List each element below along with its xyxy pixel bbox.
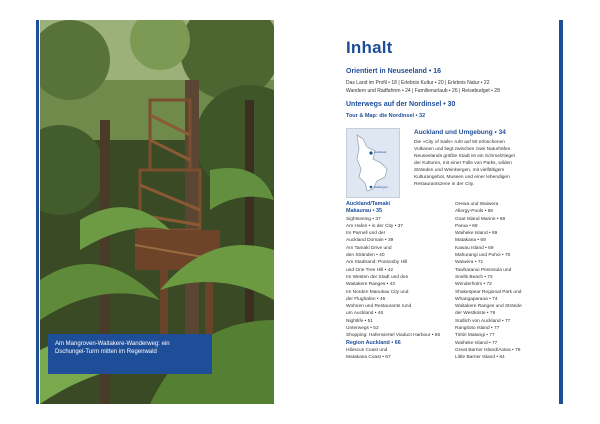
toc-entry: Snells Beach • 72 [455,274,493,280]
photo-caption [48,334,212,374]
feature-line-3: Neuseelands größte Stadt ist ein Schmelztiegel [414,154,515,159]
toc-heading-entry: Region Auckland • 66 [346,339,401,346]
section-orientiert-title: Orientiert in Neuseeland • 16 [346,68,442,75]
feature-line-4: der Kulturen, mit einer Fülle von Parks, wilden [414,161,512,166]
toc-entry: Im Norden Manukau City und [346,289,409,295]
toc-title: Inhalt [346,38,393,57]
toc-entry: Tiritiri Matangi • 77 [455,333,495,339]
toc-entry: der Westküste • 76 [455,311,496,317]
toc-entry: Auckland Domain • 39 [346,238,394,244]
north-island-map [346,128,400,198]
toc-entry: Südlich von Auckland • 77 [455,318,511,324]
section-orientiert-line-2: Wandern und Radfahren • 24 | Familienurlaub • 26 | Reisebudget • 28 [346,88,500,94]
map-label-auckland: Auckland [374,150,387,154]
toc-entry: der Flughafen • 45 [346,296,386,302]
toc-entry: Im Parnell und der [346,231,386,237]
toc-entry: Whangaparaoa • 74 [455,296,498,302]
toc-entry: um Auckland • 46 [346,311,384,317]
toc-entry: Kawau Island • 69 [455,245,494,251]
feature-line-7: Restaurantszene in der City. [414,182,475,187]
map-label-wellington: Wellington [374,185,388,189]
section-nordinsel-subtitle: Tour & Map: die Nordinsel • 32 [346,113,426,119]
left-page-edge [36,20,39,404]
toc-entry: Waitakere Ranges und Strände [455,304,522,310]
toc-entry: Orewa und Waiwera [455,202,499,207]
section-orientiert-line-1: Das Land im Profil • 18 | Erlebnis Kultur • 20 | Erlebnis Natur • 22 [346,80,490,86]
toc-entry: Am Hafen • in der City • 37 [346,223,403,229]
toc-entry: Shakespear Regional Park und [455,289,522,295]
toc-entry: Waitakere Ranges • 43 [346,282,395,288]
feature-line-5: Stränden und Weinbergen, mit vielfältigem [414,168,505,173]
toc-column-left [346,201,461,362]
toc-entry: Rangitoto Island • 77 [455,326,500,332]
toc-entry: Matakana • 69 [455,238,486,244]
toc-heading-entry: Auckland/Tamaki [346,201,390,207]
feature-line-1: Die »City of Sails« ruht auf 50 erloschenen [414,140,505,145]
toc-entry: Great Barrier Island/Aotea • 79 [455,347,521,353]
toc-entry: Sightseeing • 37 [346,216,381,222]
toc-entry: den Stränden • 40 [346,253,385,259]
caption-line-2: Dschungel-Turm mitten im Regenwald [55,349,157,355]
toc-entry: Wohnen und Restaurants rund [346,304,412,310]
toc-column-right [455,201,570,362]
toc-entry: Matakana Coast • 67 [346,355,391,361]
toc-entry: Waiheke Island • 77 [455,340,498,346]
toc-entry: Shopping: Hafenviertel Viaduct Harbour • 55 [346,333,441,339]
feature-auckland-title: Auckland und Umgebung • 34 [414,129,506,136]
toc-entry: Parua • 68 [455,223,478,229]
toc-entry: Allergy-Pools • 68 [455,209,493,215]
toc-entry: Im Westen der Stadt und den [346,274,409,280]
toc-entry: Wenderholm • 72 [455,282,492,288]
section-nordinsel-title: Unterwegs auf der Nordinsel • 30 [346,101,456,108]
toc-entry: Mahurangi und Puhoi • 70 [455,253,511,259]
toc-entry: Unterwegs • 52 [346,326,379,332]
feature-line-6: Kulturangebot, Museen und einer lebendigen [414,175,510,180]
feature-auckland-text [414,139,554,188]
toc-entry: Little Barrier Island • 84 [455,355,505,361]
toc-entry: Waiheke Island • 69 [455,231,498,237]
toc-entry: Goat Island Marine • 68 [455,216,506,222]
caption-line-1: Am Mangroven-Waitakere-Wanderweg: ein [55,341,170,347]
toc-entry: Am Tamaki Drive und [346,245,392,251]
toc-entry: Tawharanui Peninsula und [455,267,512,273]
toc-entry: Hibiscus Coast und [346,347,388,353]
toc-entry: Am Stadtrand: Ponsonby Hill [346,260,408,266]
cover-photo-treehouse [40,20,274,404]
toc-entry: Nightlife • 51 [346,318,374,324]
feature-line-2: Vulkanen und liegt zwischen zwei Naturhäfen. [414,147,512,152]
toc-heading-entry: Makaurau • 35 [346,208,383,215]
toc-entry: und One Tree Hill • 42 [346,267,394,273]
toc-entry: Waiwera • 71 [455,260,484,266]
